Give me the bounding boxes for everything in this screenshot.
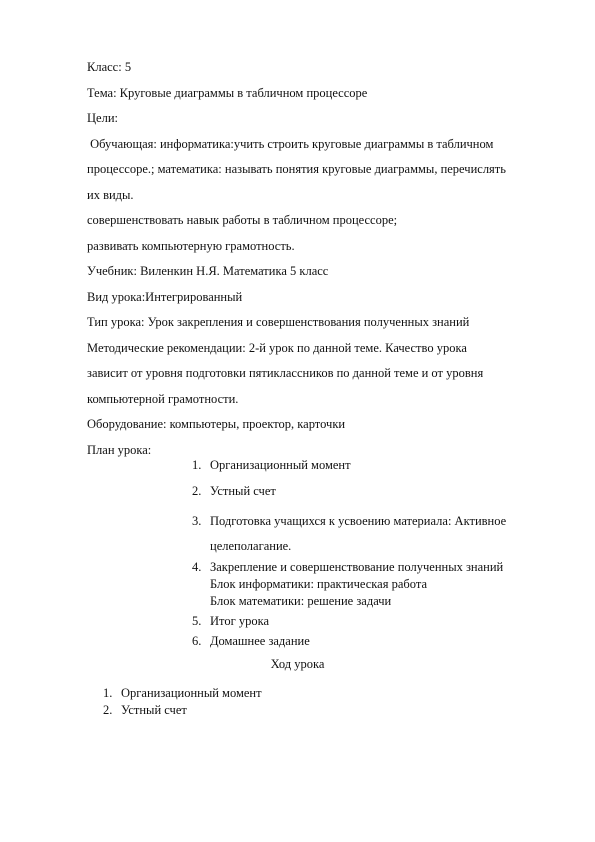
plan-item — [192, 509, 572, 559]
method-line: зависит от уровня подготовки пятиклассников по данной теме и от уровня — [87, 366, 484, 380]
plan-item — [192, 483, 572, 500]
plan-item — [192, 613, 572, 630]
lesson-kind-line: Вид урока:Интегрированный — [87, 289, 243, 304]
method-line: Методические рекомендации: 2-й урок по данной теме. Качество урока — [87, 340, 467, 355]
plan-item-line: Подготовка учащихся к усвоению материала: Активное — [210, 514, 507, 528]
goals-line: их виды. — [87, 187, 134, 202]
plan-item-line: Блок математики: решение задачи — [210, 594, 392, 608]
goals-line: совершенствовать навык работы в табличном процессоре; — [87, 213, 398, 227]
course-item-number: 2. — [103, 703, 113, 717]
course-list — [103, 685, 262, 719]
class-line: Класс: 5 — [87, 60, 132, 74]
plan-item-text: Устный счет — [210, 484, 276, 498]
course-item-number: 1. — [103, 686, 113, 700]
plan-label: План урока: — [87, 442, 152, 457]
method-line: компьютерной грамотности. — [87, 391, 239, 406]
plan-item — [192, 633, 572, 650]
goals-label: Цели: — [87, 111, 118, 125]
textbook-line: Учебник: Виленкин Н.Я. Математика 5 класс — [87, 264, 329, 278]
plan-item-text — [210, 509, 506, 559]
course-item — [103, 685, 262, 702]
plan-item — [192, 457, 572, 474]
lesson-type-line: Тип урока: Урок закрепления и совершенствования полученных знаний — [87, 315, 470, 329]
plan-item-number: 2. — [192, 484, 202, 498]
plan-list — [192, 457, 572, 653]
course-item — [103, 702, 262, 719]
lesson-header — [87, 55, 557, 463]
plan-item — [192, 559, 572, 610]
plan-item-number: 1. — [192, 458, 202, 472]
plan-item-text: Организационный момент — [210, 458, 351, 472]
goals-line: развивать компьютерную грамотность. — [87, 238, 295, 253]
goals-line: процессоре.; математика: называть понятия круговые диаграммы, перечислять — [87, 162, 506, 176]
plan-item-number: 6. — [192, 634, 202, 648]
plan-item-number: 4. — [192, 560, 202, 574]
plan-item-line: Закрепление и совершенствование полученных знаний — [210, 560, 504, 574]
topic-line: Тема: Круговые диаграммы в табличном процессоре — [87, 85, 368, 100]
plan-item-line: целеполагание. — [210, 539, 292, 553]
plan-item-number: 3. — [192, 514, 202, 528]
plan-item-text: Домашнее задание — [210, 634, 310, 648]
plan-item-line: Блок информатики: практическая работа — [210, 577, 428, 591]
plan-item-text: Итог урока — [210, 614, 270, 628]
equipment-line: Оборудование: компьютеры, проектор, карточки — [87, 417, 346, 431]
plan-item-number: 5. — [192, 614, 202, 628]
course-item-text: Устный счет — [121, 703, 187, 717]
goals-line: Обучающая: информатика:учить строить круговые диаграммы в табличном — [87, 136, 494, 151]
plan-item-text — [210, 559, 503, 610]
course-heading: Ход урока — [270, 657, 325, 671]
course-item-text: Организационный момент — [121, 686, 262, 700]
